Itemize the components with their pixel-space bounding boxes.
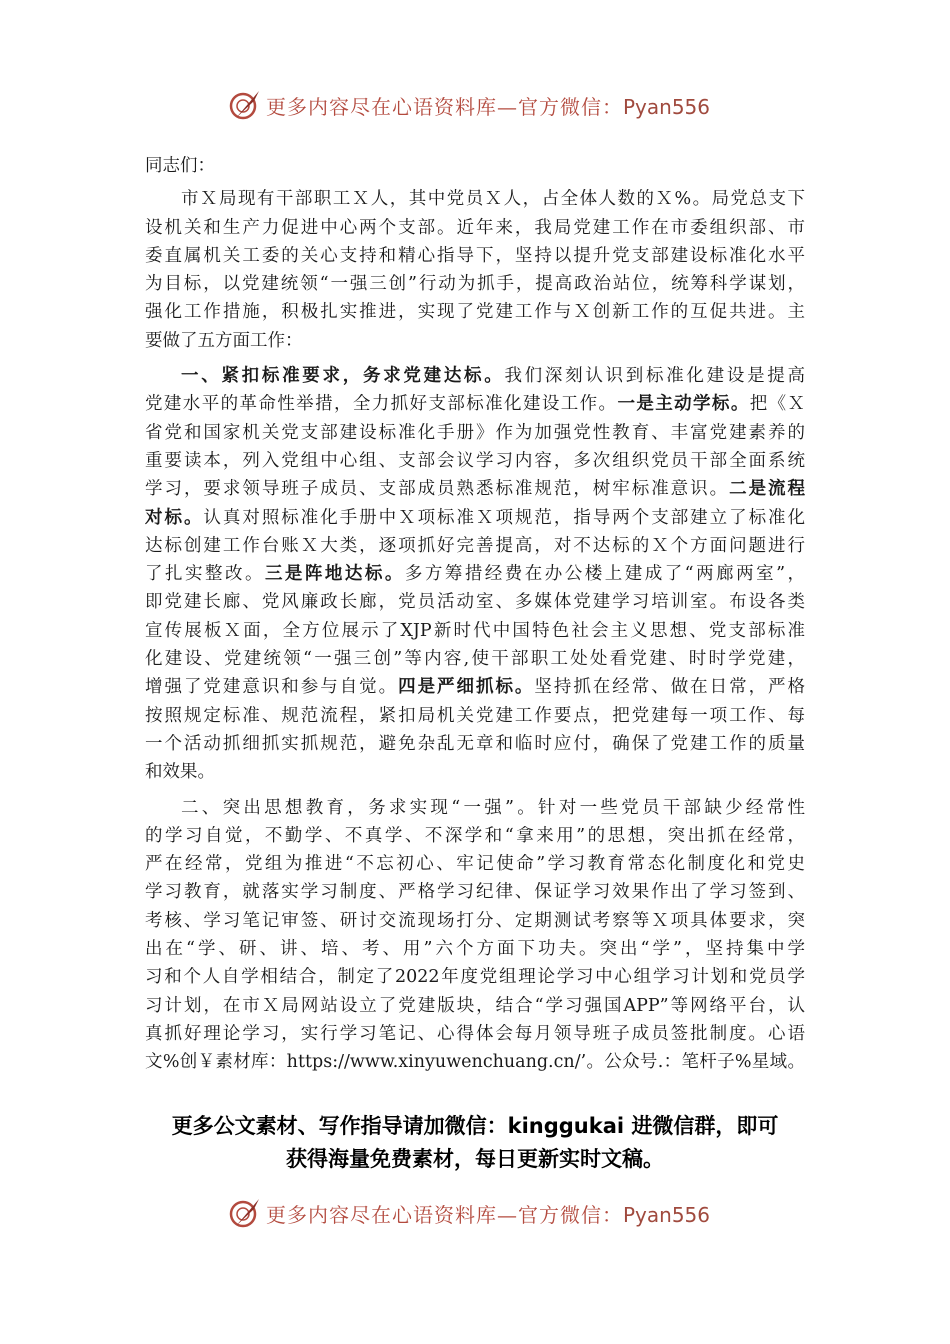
text-line: 增强了党建意识和参与自觉。四是严细抓标。坚持抓在经常、做在日常，严格: [145, 677, 806, 698]
text-line: 一个活动抓细抓实抓规范，避免杂乱无章和临时应付，确保了党建工作的质量: [145, 733, 805, 754]
text-line: 按照规定标准、规范流程，紧扣局机关党建工作要点，把党建每一项工作、每: [145, 705, 805, 726]
watermark-text: 更多内容尽在心语资料库—官方微信：Pyan556: [266, 1202, 711, 1227]
bold-phrase: 对标。: [145, 507, 204, 528]
text-line: 对标。认真对照标准化手册中Ｘ项标准Ｘ项规范，指导两个支部建立了标准化: [145, 507, 806, 528]
text-line: 强化工作措施，积极扎实推进，实现了党建工作与Ｘ创新工作的互促共进。主: [145, 302, 805, 323]
document-body: [145, 152, 805, 1077]
bold-phrase: 一是主动学标。: [617, 394, 750, 415]
bold-phrase: 三是阵地达标。: [264, 564, 405, 585]
text-line: 了扎实整改。三是阵地达标。多方筹措经费在办公楼上建成了“两廊两室”，: [145, 564, 806, 585]
paragraph-intro: [145, 185, 805, 355]
text-line: 要做了五方面工作：: [145, 330, 303, 351]
text-line: 设机关和生产力促进中心两个支部。近年来，我局党建工作在市委组织部、市: [145, 217, 805, 238]
text-line: 习和个人自学相结合，制定了2022年度党组理论学习中心组学习计划和党员学: [145, 967, 805, 988]
text-line: 市Ｘ局现有干部职工Ｘ人，其中党员Ｘ人，占全体人数的Ｘ%。局党总支下: [181, 189, 805, 210]
text-line: 重要读本，列入党组中心组、支部会议学习内容，多次组织党员干部全面系统: [145, 450, 805, 471]
promo-line-1: 更多公文素材、写作指导请加微信：kinggukai 进微信群，即可: [171, 1114, 779, 1138]
text-line: 文%创￥素材库：https://www.xinyuwenchuang.cn/’。公众号.：笔杆子%星域。: [145, 1052, 805, 1073]
text-line: 真抓好理论学习，实行学习笔记、心得体会每月领导班子成员签批制度。心语: [145, 1023, 805, 1044]
text-line: 一、紧扣标准要求，务求党建达标。我们深刻认识到标准化建设是提高: [181, 366, 806, 387]
text-line: 省党和国家机关党支部建设标准化手册》作为加强党性教育、丰富党建素养的: [145, 422, 805, 443]
text-line: 党建水平的革命性举措，全力抓好支部标准化建设工作。一是主动学标。把《Ｘ: [145, 394, 806, 415]
text-line: 的学习自觉，不勤学、不真学、不深学和“拿来用”的思想，突出抓在经常，: [145, 825, 805, 846]
text-line: 为目标，以党建统领“一强三创”行动为抓手，提高政治站位，统筹科学谋划，: [145, 274, 805, 295]
paragraph-section-one: [145, 362, 805, 786]
greeting: 同志们：: [145, 156, 215, 176]
bold-phrase: 四是严细抓标。: [398, 677, 535, 698]
text-line: 习计划，在市Ｘ局网站设立了党建版块，结合“学习强国APP”等网络平台，认: [145, 995, 805, 1016]
promo-line-2: 获得海量免费素材，每日更新实时文稿。: [286, 1147, 664, 1171]
promo-notice: [110, 1110, 840, 1176]
text-line: 即党建长廊、党风廉政长廊，党员活动室、多媒体党建学习培训室。布设各类: [145, 592, 805, 613]
quill-logo-icon: [228, 1196, 262, 1230]
text-line: 达标创建工作台账Ｘ大类，逐项抓好完善提高，对不达标的Ｘ个方面问题进行: [145, 535, 805, 556]
text-line: 宣传展板Ｘ面，全方位展示了XJP新时代中国特色社会主义思想、党支部标准: [145, 620, 805, 641]
text-line: 学习教育，就落实学习制度、严格学习纪律、保证学习效果作出了学习签到、: [145, 882, 805, 903]
text-line: 出在“学、研、讲、培、考、用”六个方面下功夫。突出“学”，坚持集中学: [145, 939, 805, 960]
watermark-banner-bottom: [228, 1196, 710, 1230]
watermark-text: 更多内容尽在心语资料库—官方微信：Pyan556: [266, 94, 711, 119]
watermark-banner-top: [228, 88, 710, 122]
section-heading: 一、紧扣标准要求，务求党建达标。: [181, 366, 505, 387]
text-line: 和效果。: [145, 762, 215, 783]
paragraph-section-two: [145, 794, 805, 1077]
bold-phrase: 二是流程: [729, 479, 806, 500]
text-line: 学习，要求领导班子成员、支部成员熟悉标准规范，树牢标准意识。二是流程: [145, 479, 806, 500]
text-line: 二、突出思想教育，务求实现“一强”。针对一些党员干部缺少经常性: [181, 797, 805, 818]
text-line: 委直属机关工委的关心支持和精心指导下，坚持以提升党支部建设标准化水平: [145, 245, 805, 266]
text-line: 严在经常，党组为推进“不忘初心、牢记使命”学习教育常态化制度化和党史: [145, 854, 805, 875]
text-line: 化建设、党建统领“一强三创”等内容,使干部职工处处看党建、时时学党建，: [145, 649, 805, 670]
quill-logo-icon: [228, 88, 262, 122]
text-line: 考核、学习笔记审签、研讨交流现场打分、定期测试考察等Ｘ项具体要求，突: [145, 910, 805, 931]
